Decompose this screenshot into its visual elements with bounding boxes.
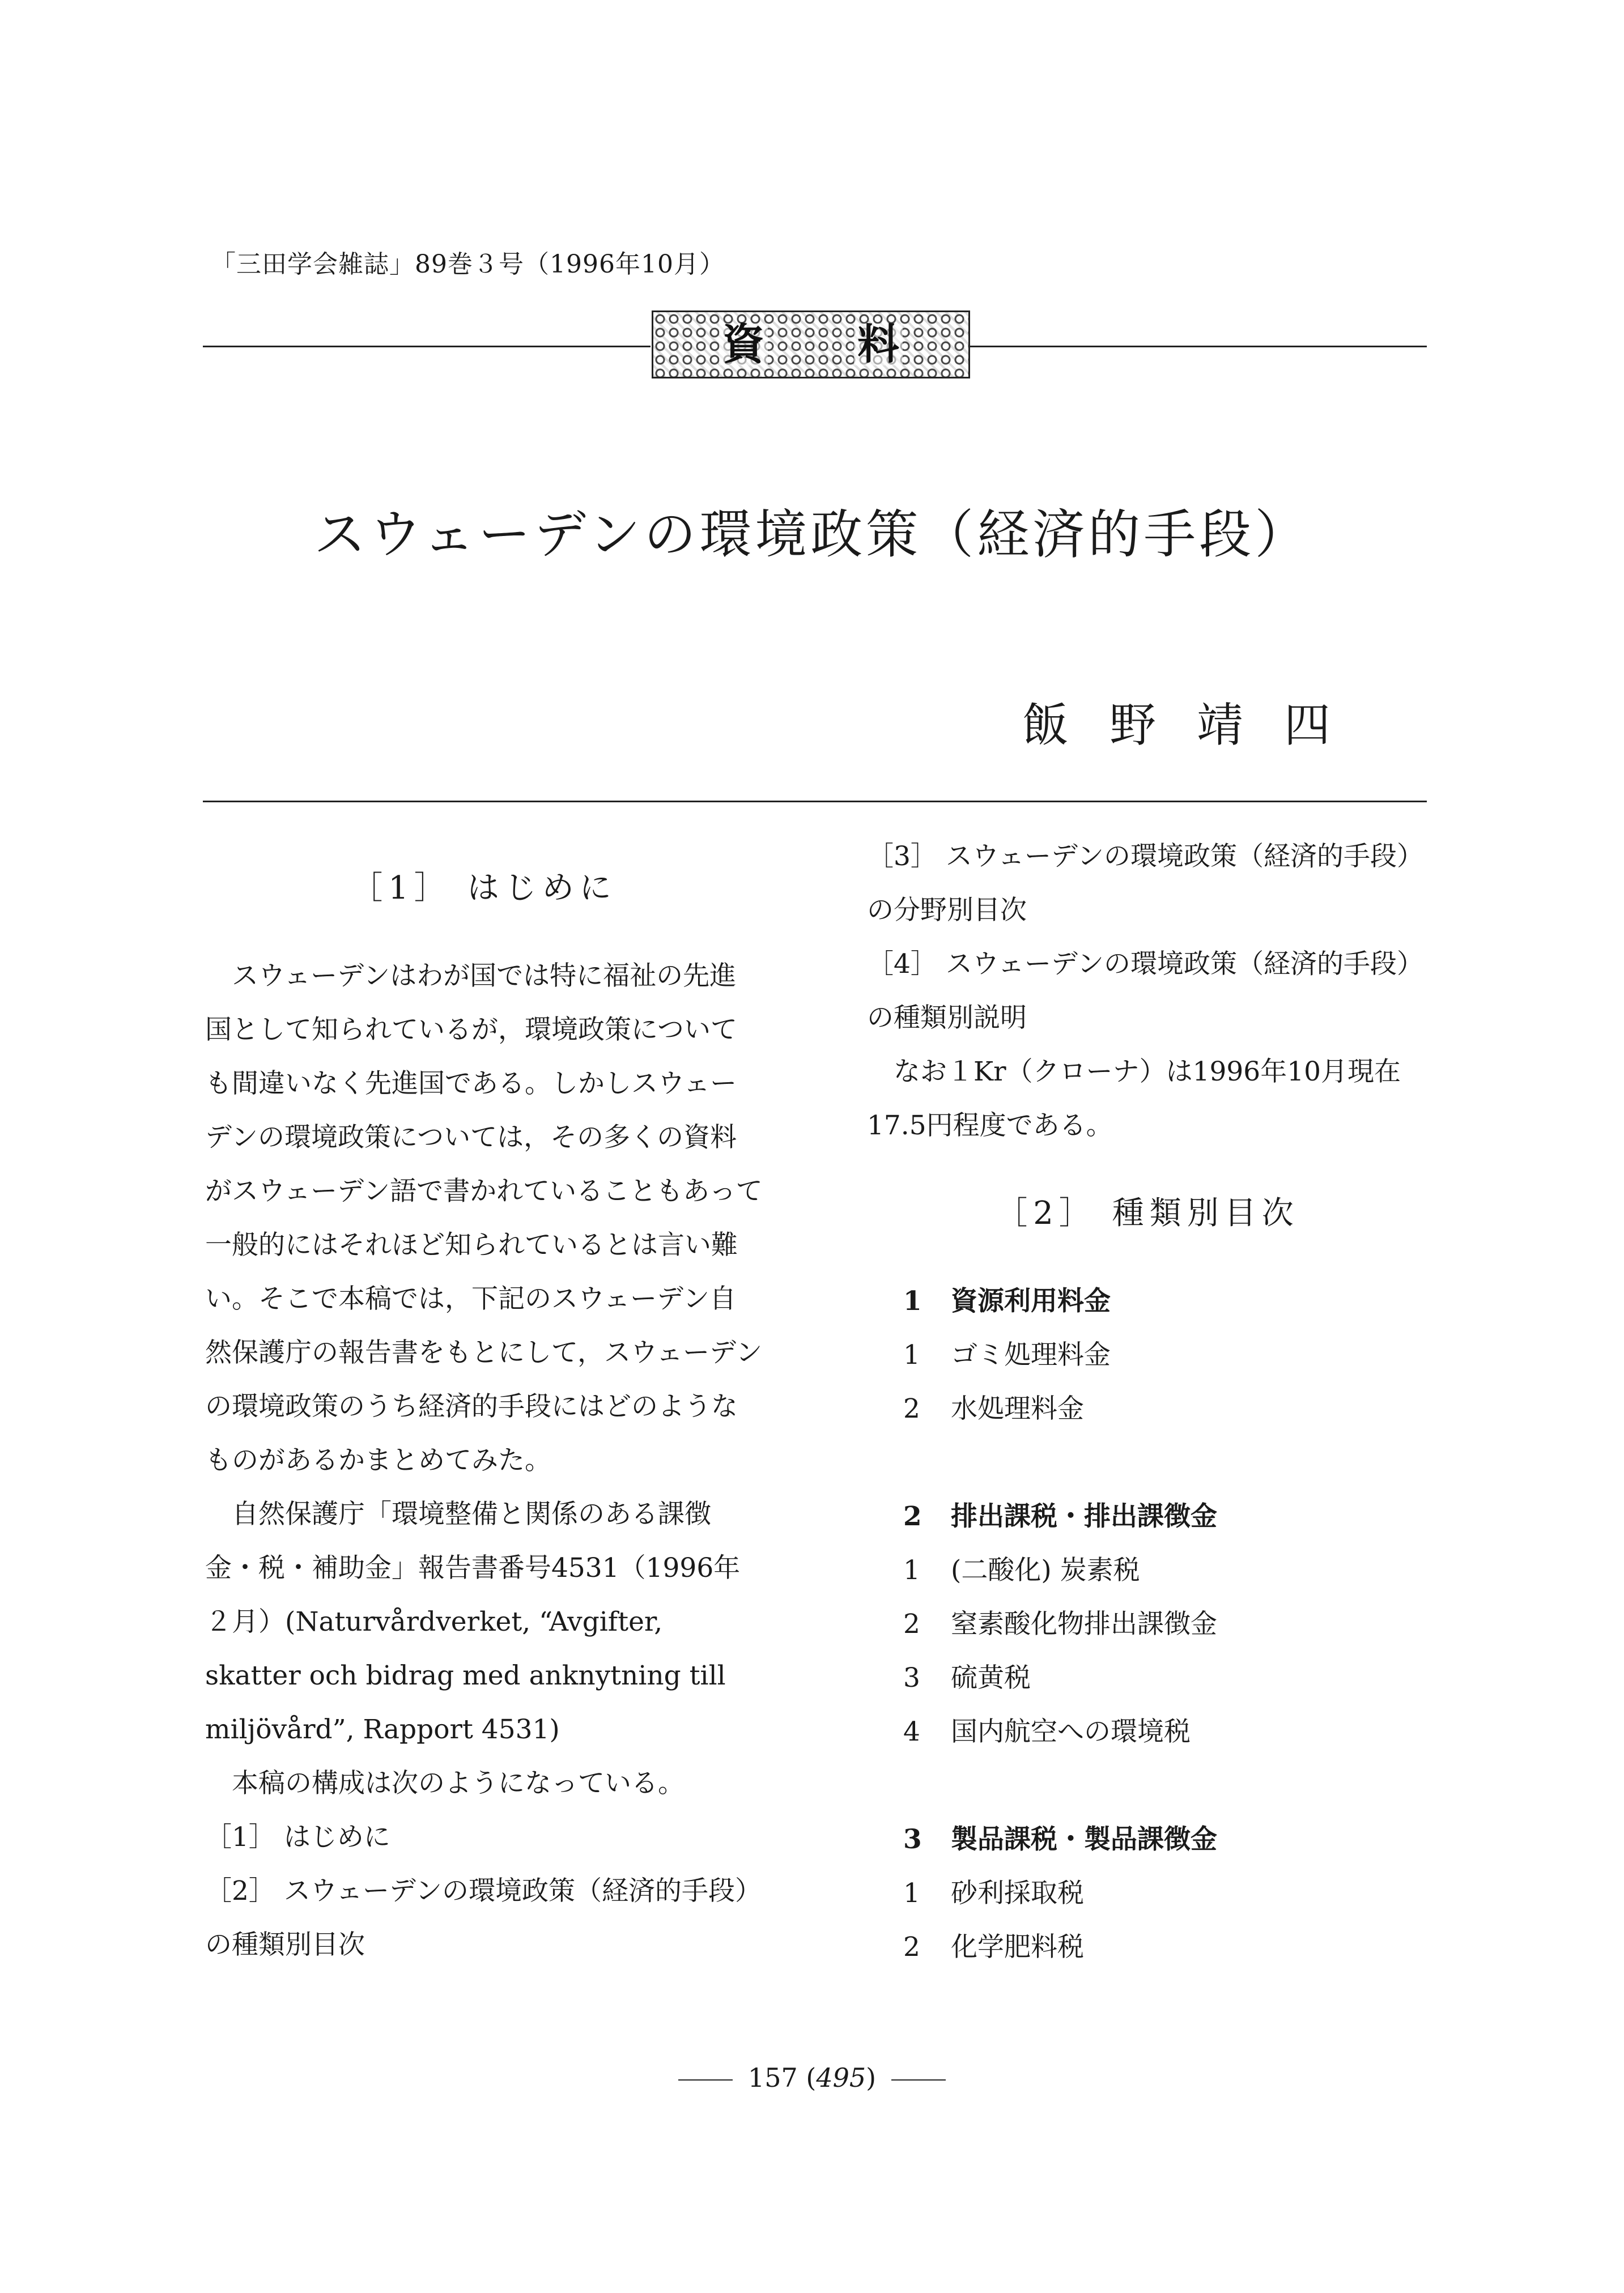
footer-dash-left [678,2079,733,2081]
toc-line: ［4］ スウェーデンの環境政策（経済的手段）の種類別説明 [867,948,1424,1033]
group-heading: 2 排出課税・排出課徴金 [903,1501,1217,1532]
group-heading: 3 製品課税・製品課徴金 [903,1824,1217,1855]
structure-paragraph: 本稿の構成は次のようになっている。 [232,1768,685,1799]
section-label-box [652,310,970,378]
list-item: 1 砂利採取税 [903,1878,1084,1909]
list-item: 4 国内航空への環境税 [903,1716,1191,1747]
toc-line: ［1］ はじめに [205,1822,390,1853]
currency-note: なお１Kr（クローナ）は1996年10月現在17.5円程度である。 [867,1056,1401,1141]
page-footer: 157 (495) [0,2062,1624,2093]
list-item: 1 ゴミ処理料金 [903,1339,1111,1371]
list-item: 2 水処理料金 [903,1393,1084,1424]
section-heading-intro: ［1］ はじめに [351,870,617,907]
group-heading: 1 資源利用料金 [903,1286,1111,1317]
journal-citation: 「三田学会雑誌」89巻３号（1996年10月） [211,250,725,279]
article-title: スウェーデンの環境政策（経済的手段） [313,504,1311,565]
section-label-char-2: 料 [854,324,903,365]
list-item: 2 窒素酸化物排出課徴金 [903,1609,1217,1640]
top-rule-right [970,346,1427,347]
list-item: 3 硫黄税 [903,1662,1031,1694]
author-name: 飯野靖四 [1022,699,1371,752]
toc-line: ［3］ スウェーデンの環境政策（経済的手段）の分野別目次 [867,841,1424,926]
source-paragraph: 自然保護庁「環境整備と関係のある課徴金・税・補助金」報告書番号4531（1996年２月）(Naturvårdverket, “Avgifter, skatter och bidrag med anknytning till miljövård”, Rapport 4531) [205,1499,741,1745]
top-rule-left [203,346,651,347]
right-column [867,829,1428,1974]
list-item: 1 (二酸化) 炭素税 [903,1555,1140,1586]
section-heading-types: ［2］ 種類別目次 [996,1195,1299,1232]
toc-line: ［2］ スウェーデンの環境政策（経済的手段）の種類別目次 [205,1875,762,1960]
header-rule [203,801,1427,802]
intro-paragraph: スウェーデンはわが国では特に福祉の先進国として知られているが，環境政策についても間違いなく先進国である。しかしスウェーデンの環境政策については，その多くの資料がスウェーデン語で書かれていることもあって一般的にはそれほど知られているとは言い難い。そこで本稿では，下記のスウェーデン自然保護庁の報告書をもとにして，スウェーデンの環境政策のうち経済的手段にはどのようなものがあるかまとめてみた。 [205,960,763,1476]
footer-dash-right [891,2079,946,2081]
page-number-total: 495 [816,2062,866,2093]
list-item: 2 化学肥料税 [903,1932,1084,1963]
page-number: 157 [747,2062,798,2093]
section-label-char-1: 資 [719,324,768,365]
left-column [205,861,763,1972]
